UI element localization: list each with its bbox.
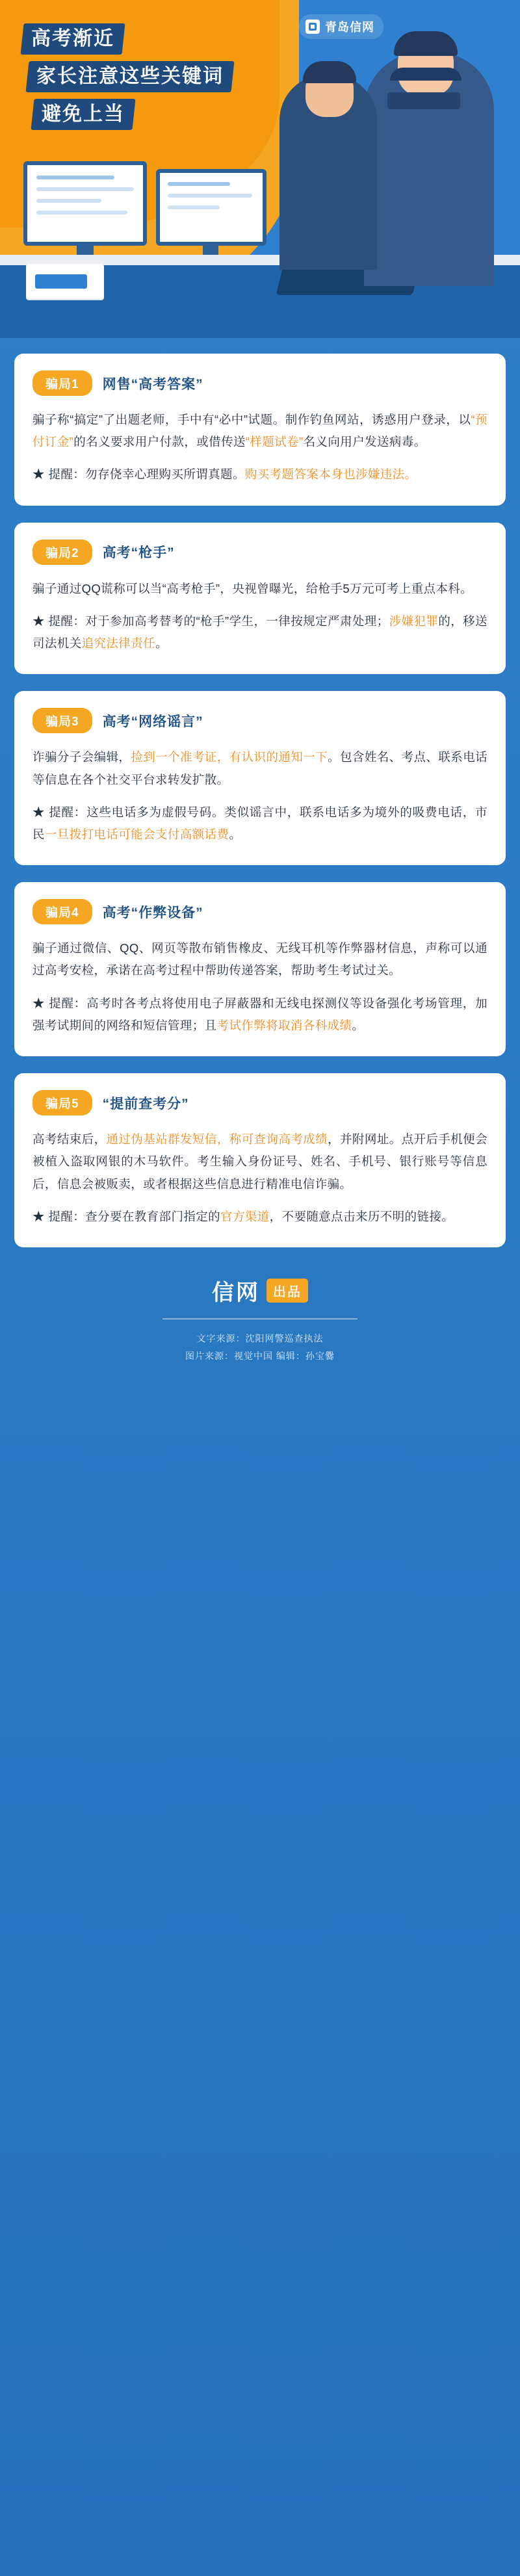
hero-title: [22, 23, 233, 137]
footer-logo-text: 信网: [212, 1280, 260, 1305]
scam-card-3: [14, 691, 506, 865]
headset-icon: [390, 68, 462, 81]
card-title: “提前查考分”: [102, 1096, 189, 1112]
scam-card-1: [14, 354, 506, 506]
folder-icon: [26, 264, 104, 299]
card-body: [32, 1128, 488, 1228]
card-number-badge: 骗局2: [32, 540, 92, 565]
card-paragraph: 骗子通过QQ谎称可以当“高考枪手”，央视曾曝光，给枪手5万元可考上重点本科。: [32, 581, 473, 595]
footer: [0, 1264, 520, 1386]
card-title: 高考“作弊设备”: [102, 905, 203, 920]
hero-title-line-3: 避免上当: [42, 103, 125, 125]
card-body: [32, 937, 488, 1037]
scam-card-4: [14, 882, 506, 1056]
card-paragraph: 骗子通过微信、QQ、网页等散布销售橡皮、无线耳机等作弊器材信息，声称可以通过高考安检，承诺在高考过程中帮助传递答案，帮助考生考试过关。: [32, 941, 488, 978]
card-tip: ★ 提醒：高考时各考点将使用电子屏蔽器和无线电探测仪等设备强化考场管理，加强考试期间的网络和短信管理；且考试作弊将取消各科成绩。: [32, 996, 488, 1032]
card-body: [32, 578, 488, 655]
scam-cards-list: [0, 338, 520, 1247]
card-tip: ★ 提醒：这些电话多为虚假号码。类似谣言中，联系电话多为境外的吸费电话，市民一旦拨打电话可能会支付高额话费。: [32, 805, 488, 841]
monitor-right-icon: [156, 169, 266, 246]
hero-banner: [0, 0, 520, 338]
card-paragraph: 诈骗分子会编辑，捡到一个准考证，有认识的通知一下。包含姓名、考点、联系电话等信息在各个社交平台求转发扩散。: [32, 750, 488, 787]
card-number-badge: 骗局4: [32, 899, 92, 924]
card-title: 网售“高考答案”: [102, 376, 203, 392]
monitor-left-stand: [77, 243, 94, 255]
card-title: 高考“网络谣言”: [102, 714, 203, 729]
square-logo-icon: [306, 20, 320, 34]
brand-logo: [299, 14, 384, 39]
monitor-left-icon: [23, 161, 147, 246]
footer-divider: [162, 1318, 358, 1320]
monitor-right-stand: [203, 244, 218, 255]
card-body: [32, 409, 488, 486]
hero-title-line-2: 家长注意这些关键词: [36, 66, 224, 87]
footer-logo-badge: 出品: [266, 1279, 308, 1303]
card-title: 高考“枪手”: [102, 545, 175, 561]
card-number-badge: 骗局3: [32, 708, 92, 733]
footer-credit-1: 文字来源：沈阳网警巡查执法: [196, 1333, 324, 1344]
card-paragraph: 骗子称“搞定”了出题老师，手中有“必中”试题。制作钓鱼网站，诱惑用户登录，以“预付订金”的名义要求用户付款，或借传送“样题试卷”名义向用户发送病毒。: [32, 413, 488, 449]
footer-logo: [212, 1275, 308, 1307]
card-paragraph: 高考结束后，通过伪基站群发短信，称可查询高考成绩，并附网址。点开后手机便会被植入盗取网银的木马软件。考生输入身份证号、姓名、手机号、银行账号等信息后，信息会被贩卖，或者根据这些信息进行精准电信诈骗。: [32, 1132, 488, 1191]
card-tip: ★ 提醒：对于参加高考替考的“枪手”学生，一律按规定严肃处理；涉嫌犯罪的，移送司法机关追究法律责任。: [32, 614, 488, 651]
card-header: [32, 371, 488, 396]
hero-title-line-1: 高考渐近: [31, 28, 115, 49]
brand-name: 青岛信网: [325, 21, 374, 34]
card-header: [32, 708, 488, 733]
card-header: [32, 540, 488, 565]
scam-card-2: [14, 523, 506, 675]
card-body: [32, 746, 488, 846]
card-number-badge: 骗局1: [32, 371, 92, 396]
card-number-badge: 骗局5: [32, 1090, 92, 1115]
scam-card-5: [14, 1073, 506, 1247]
officer-front-hair: [303, 61, 356, 83]
uniform-collar: [387, 92, 460, 109]
card-tip: ★ 提醒：查分要在教育部门指定的官方渠道，不要随意点击来历不明的链接。: [32, 1209, 454, 1223]
card-header: [32, 1090, 488, 1115]
card-tip: ★ 提醒：勿存侥幸心理购买所谓真题。购买考题答案本身也涉嫌违法。: [32, 467, 417, 482]
officer-back-hair: [394, 31, 458, 56]
card-header: [32, 899, 488, 924]
footer-credit-2: 图片来源：视觉中国 编辑：孙宝爨: [185, 1350, 335, 1361]
